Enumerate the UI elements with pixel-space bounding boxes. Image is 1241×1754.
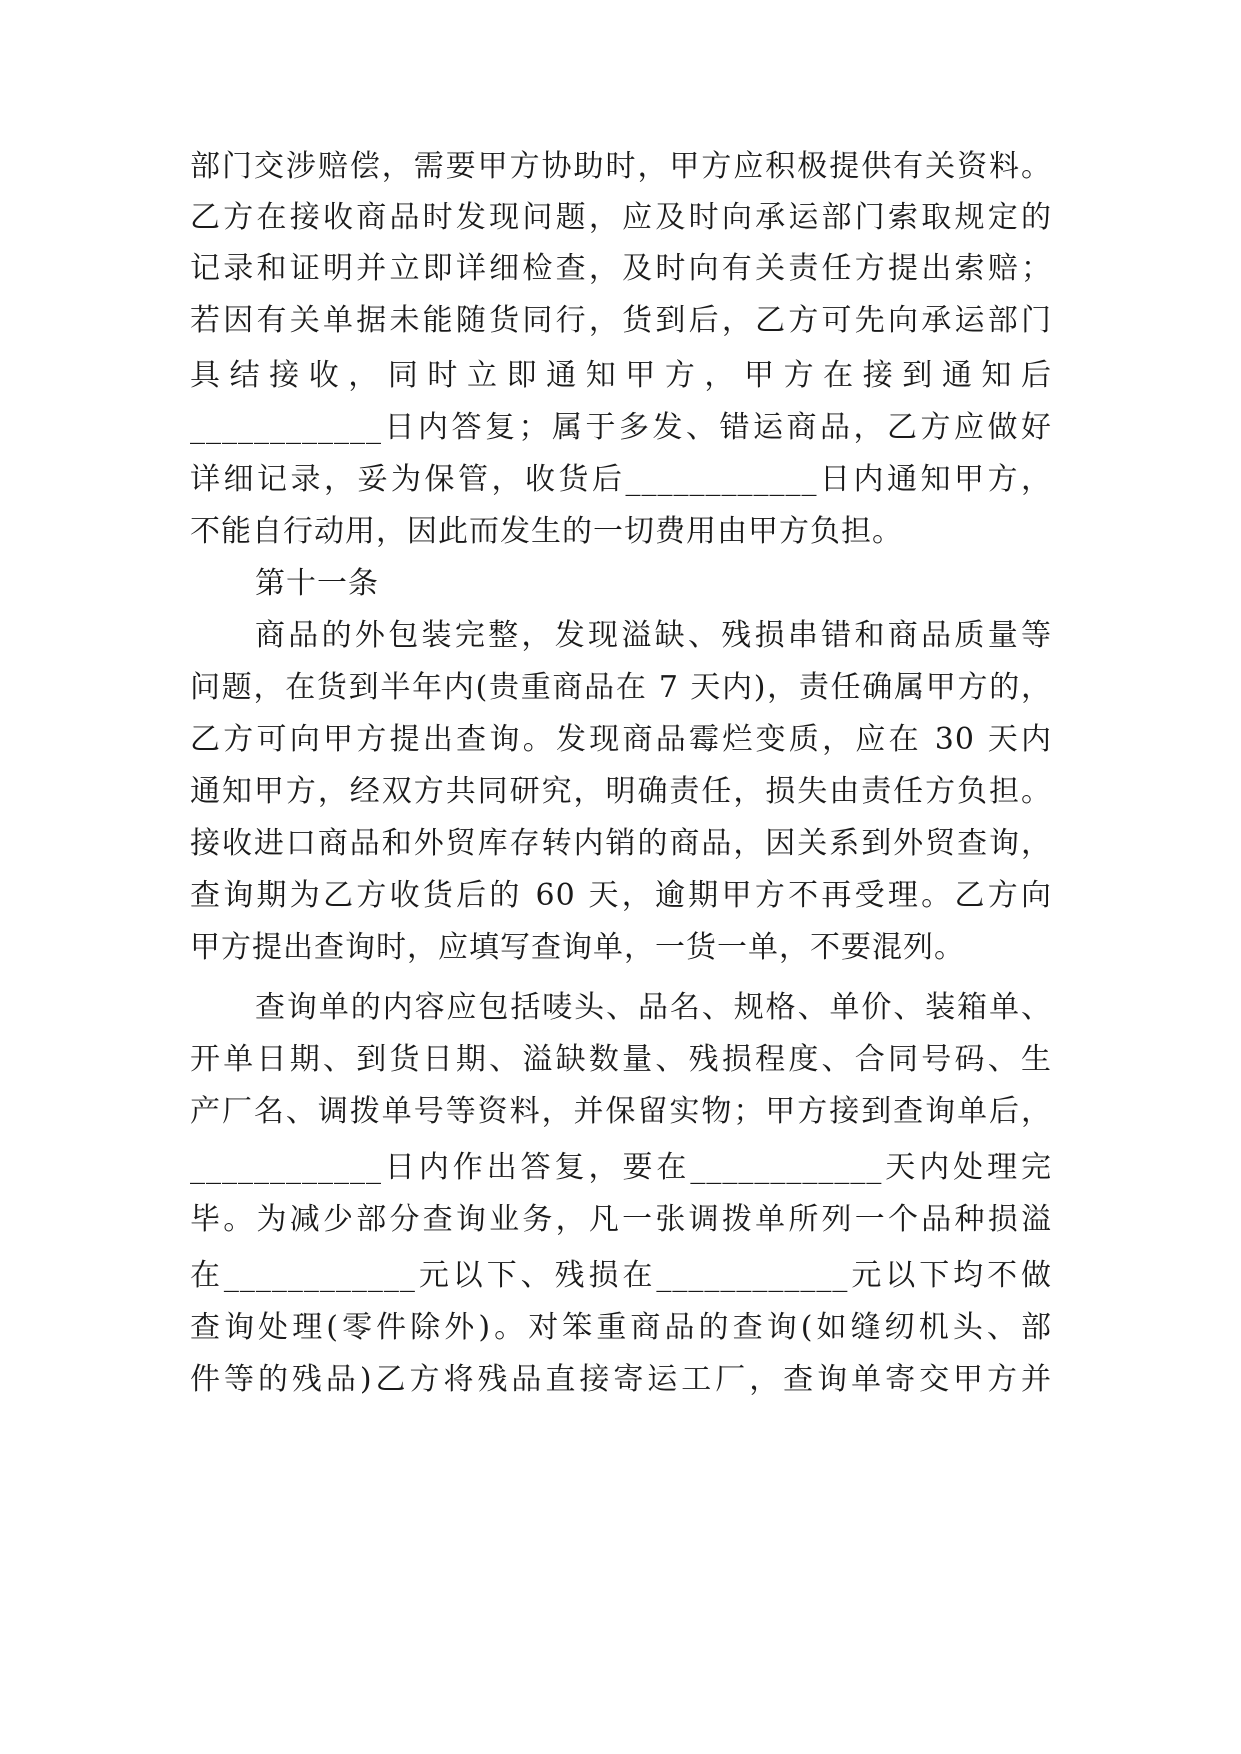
text-line: 若因有关单据未能随货同行，货到后，乙方可先向承运部门 xyxy=(190,303,1052,338)
text-line: 记录和证明并立即详细检查，及时向有关责任方提出索赔； xyxy=(190,251,1052,286)
text-line: 问题，在货到半年内(贵重商品在 7 天内)，责任确属甲方的， xyxy=(190,670,1052,705)
text-line: 在____________元以下、残损在____________元以下均不做 xyxy=(190,1258,1052,1293)
text-line: 乙方在接收商品时发现问题，应及时向承运部门索取规定的 xyxy=(190,200,1052,235)
text-line: 接收进口商品和外贸库存转内销的商品，因关系到外贸查询， xyxy=(190,826,1052,861)
text-line: 详细记录，妥为保管，收货后____________日内通知甲方， xyxy=(190,462,1052,497)
text-line: 甲方提出查询时，应填写查询单，一货一单，不要混列。 xyxy=(190,930,965,965)
text-line: ____________日内作出答复，要在____________天内处理完 xyxy=(190,1150,1052,1185)
text-line: 部门交涉赔偿，需要甲方协助时，甲方应积极提供有关资料。 xyxy=(190,149,1052,184)
text-line: 开单日期、到货日期、溢缺数量、残损程度、合同号码、生 xyxy=(190,1042,1052,1077)
text-line: 具结接收，同时立即通知甲方，甲方在接到通知后 xyxy=(190,358,1052,393)
text-line: 查询期为乙方收货后的 60 天，逾期甲方不再受理。乙方向 xyxy=(190,878,1052,913)
text-line: 毕。为减少部分查询业务，凡一张调拨单所列一个品种损溢 xyxy=(190,1202,1052,1237)
text-line: 通知甲方，经双方共同研究，明确责任，损失由责任方负担。 xyxy=(190,774,1052,809)
text-line: 产厂名、调拨单号等资料，并保留实物；甲方接到查询单后， xyxy=(190,1094,1052,1129)
text-line: 商品的外包装完整，发现溢缺、残损串错和商品质量等 xyxy=(255,618,1052,653)
text-line: ____________日内答复；属于多发、错运商品，乙方应做好 xyxy=(190,410,1052,445)
text-line: 查询单的内容应包括唛头、品名、规格、单价、装箱单、 xyxy=(255,990,1052,1025)
article-heading: 第十一条 xyxy=(255,566,379,601)
text-line: 件等的残品)乙方将残品直接寄运工厂，查询单寄交甲方并 xyxy=(190,1362,1052,1397)
text-line: 不能自行动用，因此而发生的一切费用由甲方负担。 xyxy=(190,514,903,549)
text-line: 乙方可向甲方提出查询。发现商品霉烂变质，应在 30 天内 xyxy=(190,722,1052,757)
text-line: 查询处理(零件除外)。对笨重商品的查询(如缝纫机头、部 xyxy=(190,1310,1052,1345)
